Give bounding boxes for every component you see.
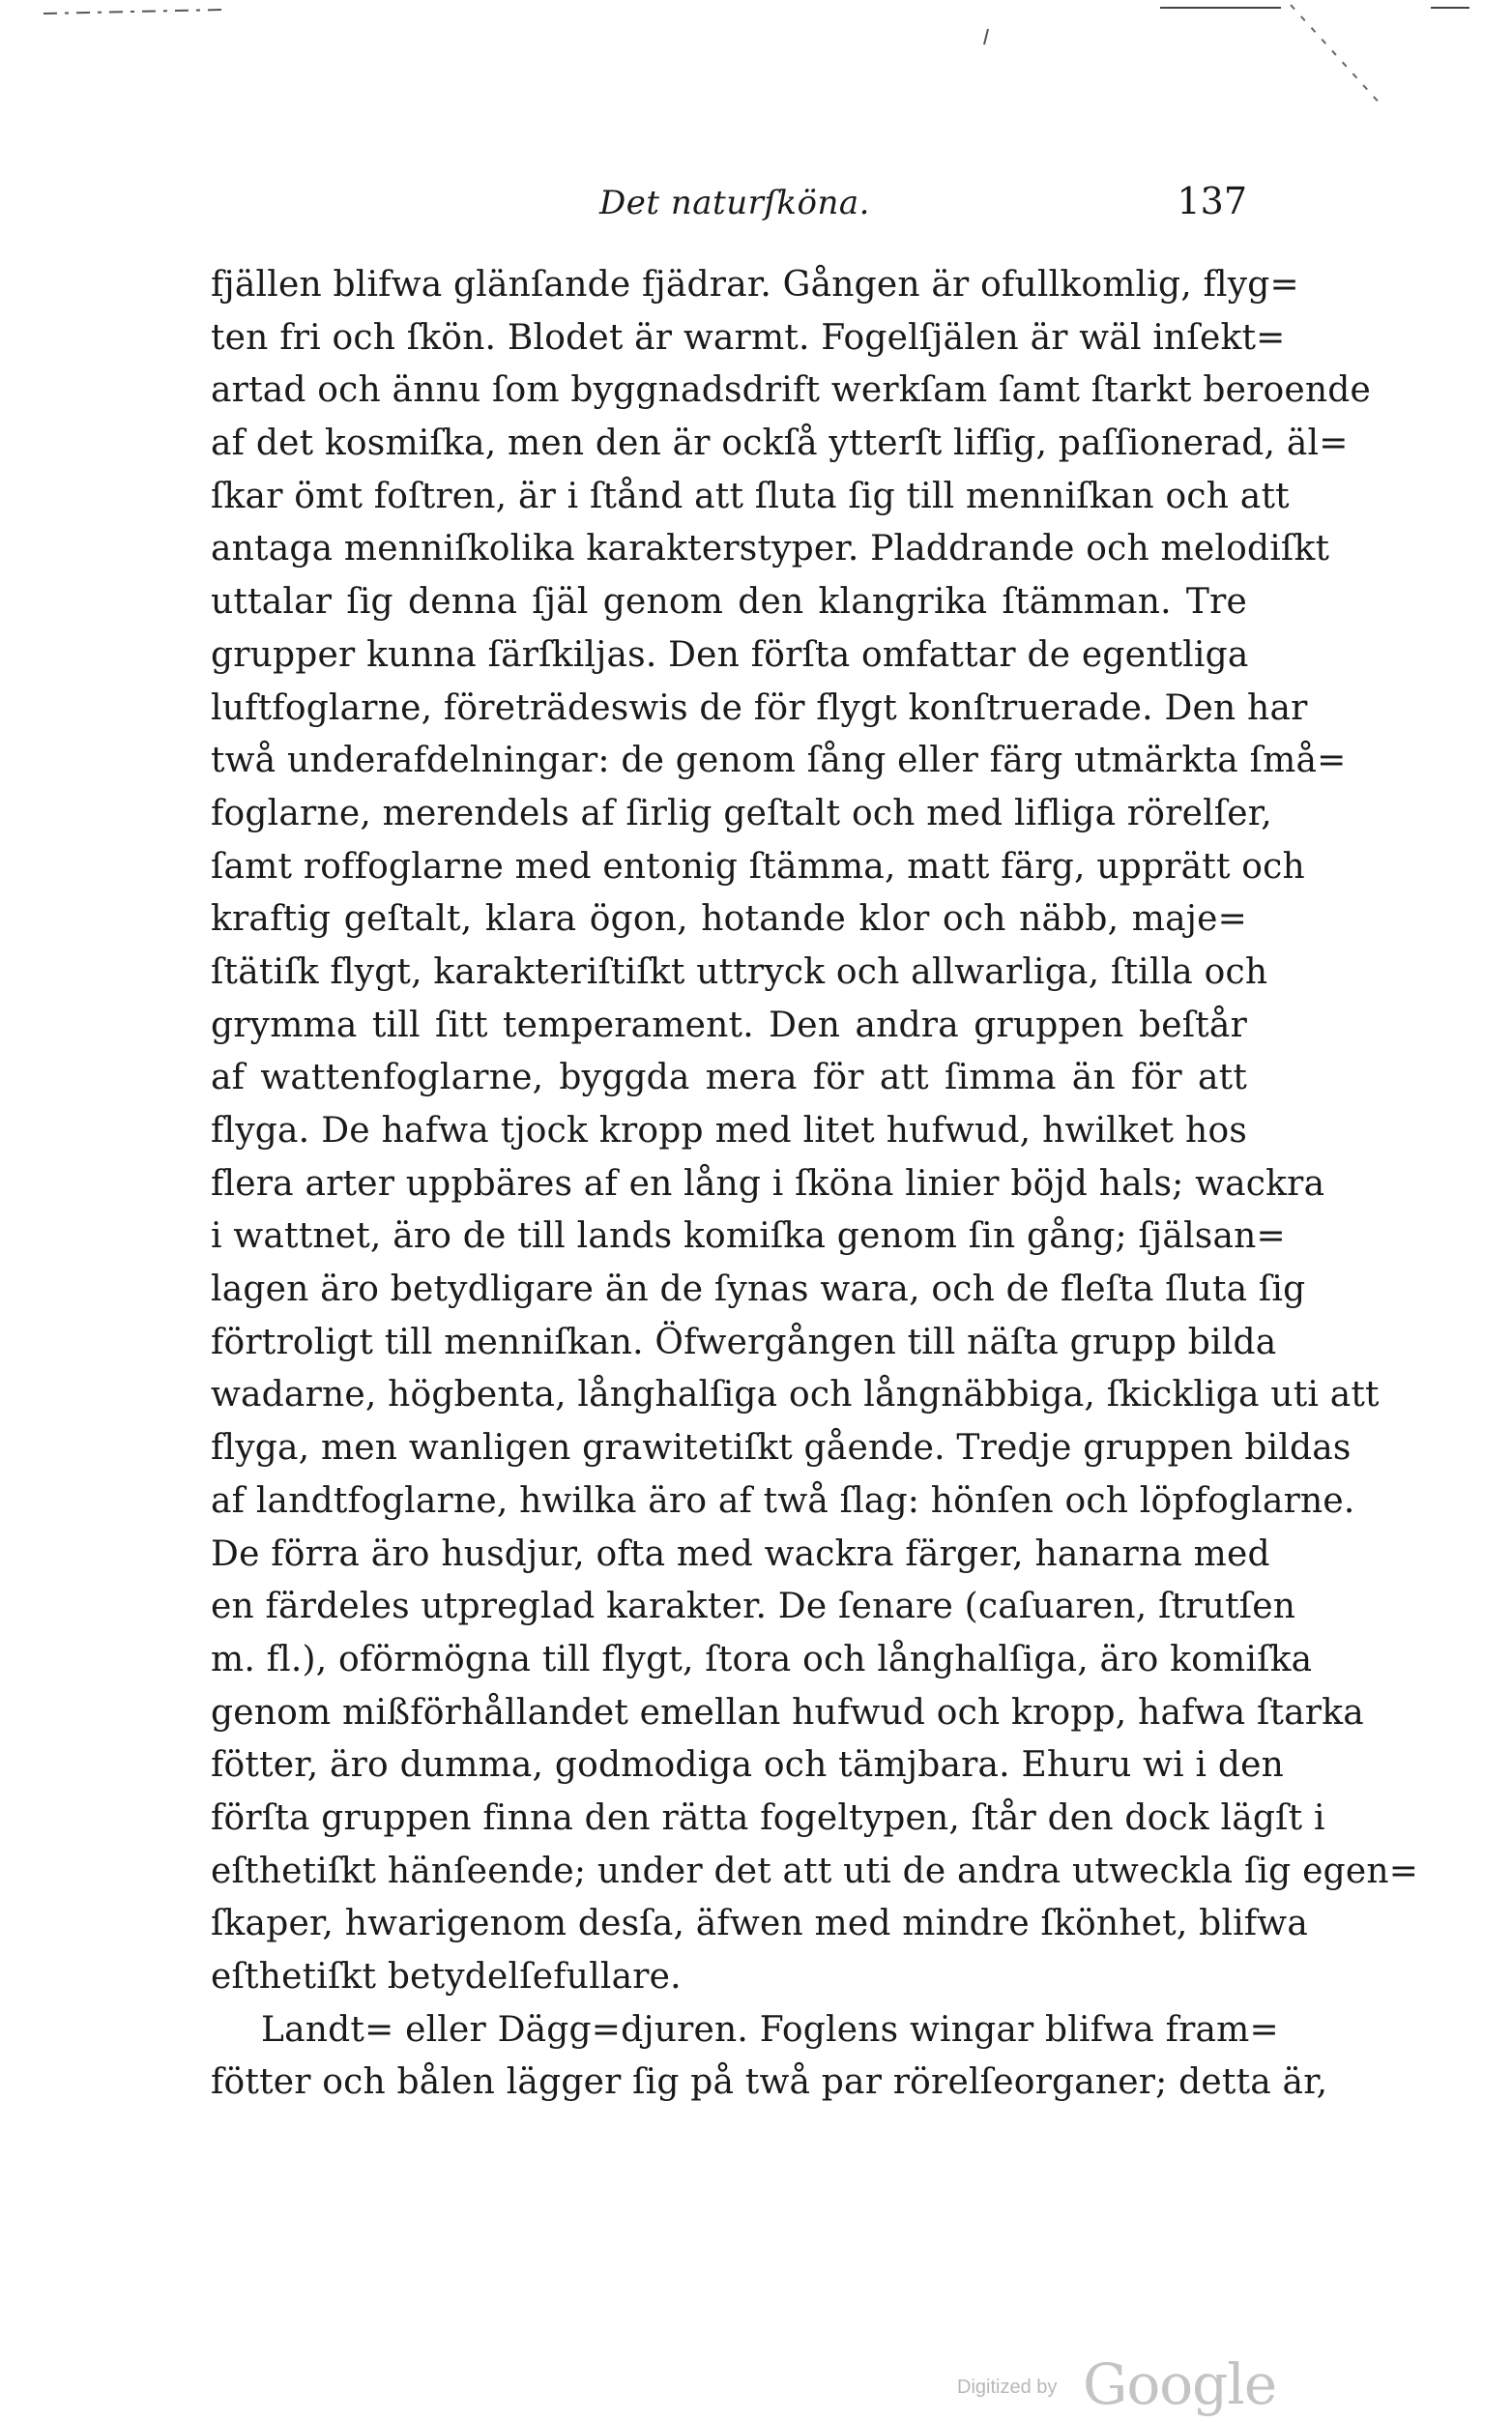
text-line: fjällen blifwa glänſande fjädrar. Gången är ofullkomlig, flyg=: [211, 265, 1299, 305]
text-line: ſkar ömt foſtren, är i ſtånd att ſluta ſig till menniſkan och att: [211, 476, 1290, 516]
text-line: artad och ännu ſom byggnadsdrift werkſam ſamt ſtarkt beroende: [211, 370, 1372, 411]
text-line: foglarne, merendels af ſirlig geſtalt och med lifliga rörelſer,: [211, 793, 1272, 833]
text-line: ten fri och ſkön. Blodet är warmt. Fogelſjälen är wäl inſekt=: [211, 317, 1286, 358]
body-text: [211, 259, 1419, 2110]
page-number: 137: [1177, 180, 1247, 222]
scan-mark-left: [44, 10, 222, 14]
text-line: ſkaper, hwarigenom desſa, äfwen med mindre ſkönhet, blifwa: [211, 1904, 1308, 1944]
google-logo: Google: [1083, 2351, 1277, 2417]
text-line: uttalar ſig denna ſjäl genom den klangrika ſtämman. Tre: [211, 582, 1247, 623]
text-line: förſta gruppen finna den rätta fogeltypen, ſtår den dock lägſt i: [211, 1797, 1325, 1838]
scan-mark-diagonal: [1291, 5, 1382, 106]
text-line: eſthetiſkt betydelſefullare.: [211, 1957, 682, 1997]
scan-edge-marks: [0, 0, 1512, 135]
section-heading-line: Landt= eller Dägg=djuren. Foglens wingar blifwa fram=: [261, 2009, 1279, 2050]
running-head: Det naturſköna.: [599, 184, 870, 222]
digitization-watermark: [957, 2351, 1286, 2419]
text-line: antaga menniſkolika karakterstyper. Pladdrande och melodiſkt: [211, 529, 1330, 569]
text-line: fötter och bålen lägger ſig på twå par rörelſeorganer; detta är,: [211, 2062, 1328, 2103]
text-line: kraftig geſtalt, klara ögon, hotande klor och näbb, maje=: [211, 899, 1247, 940]
text-line: ſamt roffoglarne med entonig ſtämma, matt färg, upprätt och: [211, 846, 1305, 887]
text-line: af det kosmiſka, men den är ockſå ytterſt lifſig, paſſionerad, äl=: [211, 423, 1349, 464]
text-line: fötter, äro dumma, godmodiga och tämjbara. Ehuru wi i den: [211, 1745, 1285, 1786]
text-line: en färdeles utpreglad karakter. De ſenare (caſuaren, ſtrutſen: [211, 1587, 1296, 1627]
text-line: grymma till ſitt temperament. Den andra gruppen beſtår: [211, 1005, 1247, 1045]
text-line: af wattenfoglarne, byggda mera för att ſimma än för att: [211, 1058, 1247, 1098]
text-line: wadarne, högbenta, långhalſiga och långnäbbiga, ſkickliga uti att: [211, 1375, 1380, 1415]
text-line: grupper kunna ſärſkiljas. Den förſta omfattar de egentliga: [211, 634, 1249, 675]
text-line: förtroligt till menniſkan. Öfwergången till näſta grupp bilda: [211, 1322, 1277, 1362]
text-line: genom mißförhållandet emellan hufwud och kropp, hafwa ſtarka: [211, 1692, 1364, 1733]
text-line: eſthetiſkt hänſeende; under det att uti de andra utweckla ſig egen=: [211, 1851, 1419, 1891]
text-line: flera arter uppbäres af en lång i ſköna linier böjd hals; wackra: [211, 1163, 1325, 1204]
text-line: flyga. De hafwa tjock kropp med litet hufwud, hwilket hos: [211, 1111, 1247, 1151]
text-line: luftfoglarne, företrädeswis de för flygt konſtruerade. Den har: [211, 687, 1308, 728]
text-line: m. fl.), oförmögna till flygt, ſtora och långhalſiga, äro komiſka: [211, 1639, 1313, 1679]
page-header: [213, 180, 1257, 232]
text-line: twå underafdelningar: de genom ſång eller färg utmärkta ſmå=: [211, 741, 1347, 781]
digitized-by-label: Digitized by: [957, 2377, 1058, 2398]
text-line: af landtfoglarne, hwilka äro af twå ſlag: hönſen och löpfoglarne.: [211, 1480, 1355, 1521]
scan-mark-tick: [984, 29, 988, 44]
text-line: i wattnet, äro de till lands komiſka genom ſin gång; ſjälsan=: [211, 1216, 1286, 1257]
text-line: flyga, men wanligen grawitetiſkt gående. Tredje gruppen bildas: [211, 1428, 1352, 1469]
text-line: ſtätiſk flygt, karakteriſtiſkt uttryck och allwarliga, ſtilla och: [211, 951, 1268, 992]
text-line: De förra äro husdjur, ofta med wackra färger, hanarna med: [211, 1533, 1270, 1574]
text-line: lagen äro betydligare än de ſynas wara, och de fleſta ſluta ſig: [211, 1269, 1306, 1310]
